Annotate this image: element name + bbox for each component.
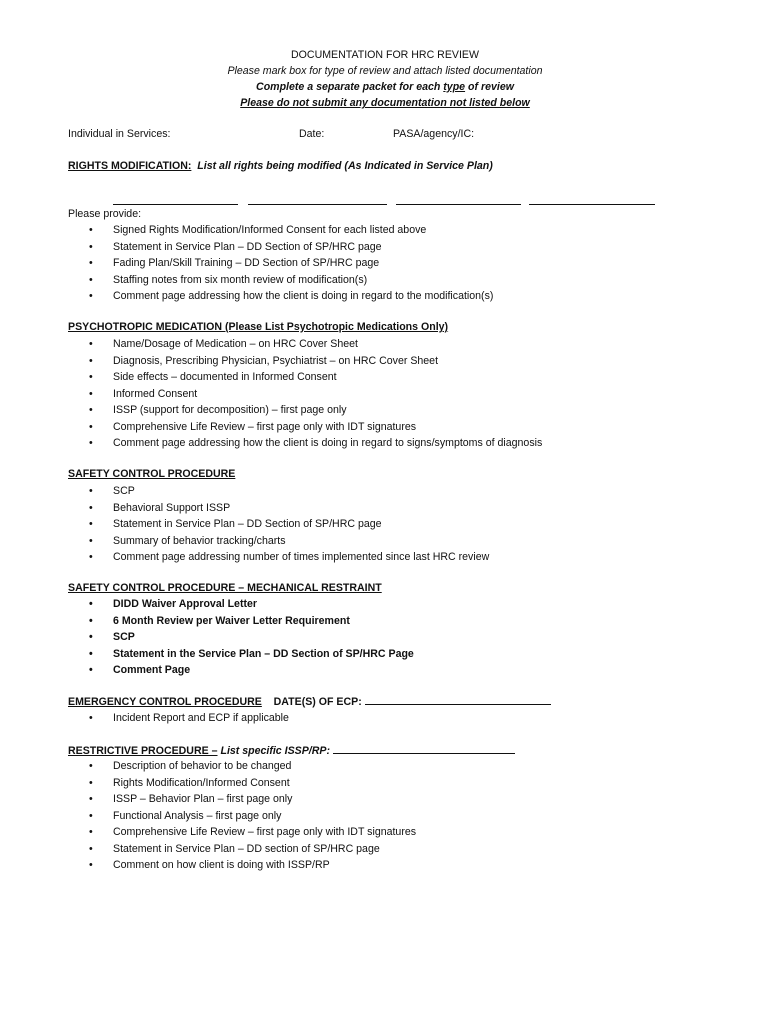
individual-field-label: Individual in Services: [68, 128, 171, 140]
emergency-documentation-list [68, 711, 289, 728]
rights-blank-1[interactable] [113, 190, 238, 205]
list-item: • Comment on how client is doing with ISSP/RP [68, 858, 416, 875]
mechanical-documentation-list [68, 597, 414, 680]
safety-documentation-list [68, 484, 489, 567]
psychotropic-medication-heading: PSYCHOTROPIC MEDICATION (Please List Psychotropic Medications Only) [68, 321, 449, 333]
restrictive-documentation-list [68, 759, 416, 875]
list-item: • Diagnosis, Prescribing Physician, Psychiatrist – on HRC Cover Sheet [68, 354, 542, 371]
ecp-dates-label: DATE(S) OF ECP: [273, 696, 362, 708]
list-item: • Informed Consent [68, 387, 542, 404]
rights-heading-instruction: List all rights being modified (As Indicated in Service Plan) [197, 160, 493, 172]
date-field-label: Date: [299, 128, 325, 140]
list-item: • Fading Plan/Skill Training – DD Section of SP/HRC page [68, 256, 493, 273]
psychotropic-documentation-list [68, 337, 542, 453]
ecp-dates-blank[interactable] [365, 694, 551, 705]
list-item: • Functional Analysis – first page only [68, 809, 416, 826]
restrictive-heading-label: RESTRICTIVE PROCEDURE – [68, 745, 218, 757]
list-item: • Comprehensive Life Review – first page only with IDT signatures [68, 420, 542, 437]
emergency-heading-label: EMERGENCY CONTROL PROCEDURE [68, 696, 262, 708]
rights-blank-4[interactable] [529, 190, 655, 205]
rights-blank-lines [0, 190, 770, 204]
list-item: • ISSP (support for decomposition) – first page only [68, 403, 542, 420]
rights-heading-label: RIGHTS MODIFICATION: [68, 160, 192, 172]
list-item: • Statement in Service Plan – DD section of SP/HRC page [68, 842, 416, 859]
list-item: • Statement in Service Plan – DD Section of SP/HRC page [68, 240, 493, 257]
instruction-post: of review [465, 81, 514, 93]
list-item: • Summary of behavior tracking/charts [68, 534, 489, 551]
list-item: • Comment page addressing number of times implemented since last HRC review [68, 550, 489, 567]
safety-control-heading: SAFETY CONTROL PROCEDURE [68, 468, 236, 480]
rights-blank-2[interactable] [248, 190, 387, 205]
list-item: • Statement in Service Plan – DD Section of SP/HRC page [68, 517, 489, 534]
instruction-pre: Complete a separate packet for each [256, 81, 444, 93]
instruction-underlined: type [443, 81, 466, 93]
list-item: • SCP [68, 484, 489, 501]
list-item: • Comprehensive Life Review – first page only with IDT signatures [68, 825, 416, 842]
list-item: • Description of behavior to be changed [68, 759, 416, 776]
list-item: • Comment Page [68, 663, 414, 680]
list-item: • Staffing notes from six month review of modification(s) [68, 273, 493, 290]
list-item: • Rights Modification/Informed Consent [68, 776, 416, 793]
list-item: • Name/Dosage of Medication – on HRC Cover Sheet [68, 337, 542, 354]
pasa-field-label: PASA/agency/IC: [393, 128, 475, 140]
issp-rp-blank[interactable] [333, 743, 515, 754]
document-title: DOCUMENTATION FOR HRC REVIEW [291, 49, 479, 61]
list-item: • Behavioral Support ISSP [68, 501, 489, 518]
instruction-do-not-submit: Please do not submit any documentation not listed below [240, 97, 530, 109]
list-item: • 6 Month Review per Waiver Letter Requirement [68, 614, 414, 631]
list-item: • Incident Report and ECP if applicable [68, 711, 289, 728]
rights-blank-3[interactable] [396, 190, 521, 205]
rights-documentation-list [68, 223, 493, 306]
rights-modification-heading [68, 159, 493, 173]
list-item: • Side effects – documented in Informed Consent [68, 370, 542, 387]
list-item: • Signed Rights Modification/Informed Consent for each listed above [68, 223, 493, 240]
instruction-separate-packet [0, 80, 770, 94]
list-item: • ISSP – Behavior Plan – first page only [68, 792, 416, 809]
please-provide-label: Please provide: [68, 208, 142, 220]
restrictive-heading-instruction: List specific ISSP/RP: [220, 745, 330, 757]
list-item: • DIDD Waiver Approval Letter [68, 597, 414, 614]
restrictive-procedure-heading [68, 743, 515, 758]
list-item: • Statement in the Service Plan – DD Section of SP/HRC Page [68, 647, 414, 664]
mechanical-restraint-heading: SAFETY CONTROL PROCEDURE – MECHANICAL RESTRAINT [68, 582, 382, 594]
list-item: • Comment page addressing how the client is doing in regard to the modification(s) [68, 289, 493, 306]
document-subtitle: Please mark box for type of review and attach listed documentation [227, 65, 543, 77]
list-item: • Comment page addressing how the client is doing in regard to signs/symptoms of diagnosis [68, 436, 542, 453]
list-item: • SCP [68, 630, 414, 647]
emergency-control-heading [68, 694, 551, 709]
